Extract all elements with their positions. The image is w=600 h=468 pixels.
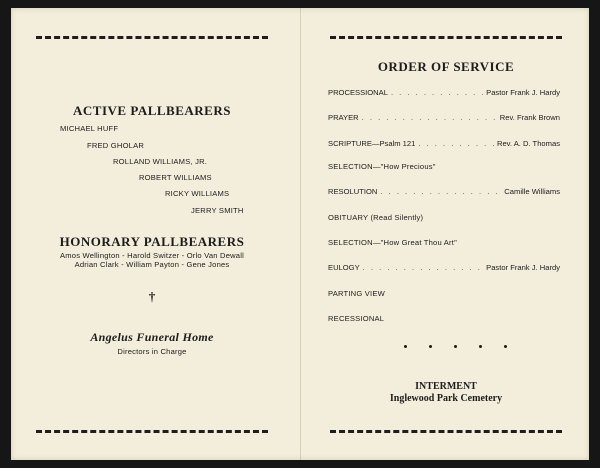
service-item-person: Rev. Frank Brown [499, 113, 560, 122]
interment-place: Inglewood Park Cemetery [389, 393, 503, 404]
service-item-prayer [328, 113, 560, 122]
service-item-label: SCRIPTURE—Psalm 121 [328, 139, 416, 148]
service-item-person: Camille Williams [504, 187, 560, 196]
dot [479, 345, 482, 348]
dot [404, 345, 407, 348]
leader-dots [418, 139, 494, 148]
active-pallbearers-title: ACTIVE PALLBEARERS [73, 103, 231, 118]
service-item-label: PROCESSIONAL [328, 88, 388, 97]
service-item-person: Pastor Frank J. Hardy [486, 88, 560, 97]
funeral-home-name: Angelus Funeral Home [90, 330, 214, 344]
service-item-selection-2: SELECTION—"How Great Thou Art" [328, 238, 457, 247]
service-item-obituary: OBITUARY (Read Silently) [328, 213, 424, 222]
ornament-dots [404, 345, 507, 348]
center-fold [300, 8, 301, 460]
leader-dots [363, 263, 483, 272]
service-item-eulogy [328, 263, 560, 272]
interment-title: INTERMENT [415, 381, 477, 392]
top-left-rule [36, 36, 268, 39]
top-right-rule [330, 36, 562, 39]
pallbearer-name: MICHAEL HUFF [60, 124, 119, 133]
dot [454, 345, 457, 348]
dot [504, 345, 507, 348]
service-item-label: EULOGY [328, 263, 360, 272]
service-item-resolution [328, 187, 560, 196]
honorary-names-line2: Adrian Clark - William Payton - Gene Jones [74, 260, 230, 269]
service-item-parting-view: PARTING VIEW [328, 289, 385, 298]
pallbearer-name: JERRY SMITH [191, 206, 244, 215]
leader-dots [391, 88, 483, 97]
service-item-processional [328, 88, 560, 97]
service-item-scripture [328, 139, 560, 148]
pallbearer-name: ROBERT WILLIAMS [139, 173, 212, 182]
order-of-service-title: ORDER OF SERVICE [377, 59, 515, 74]
service-item-selection-1: SELECTION—"How Precious" [328, 162, 436, 171]
bottom-right-rule [330, 430, 562, 433]
pallbearer-name: FRED GHOLAR [87, 141, 145, 150]
dot [429, 345, 432, 348]
service-item-recessional: RECESSIONAL [328, 314, 385, 323]
service-item-label: RESOLUTION [328, 187, 378, 196]
honorary-names-line1: Amos Wellington - Harold Switzer - Orlo Van Dewall [59, 251, 244, 260]
honorary-pallbearers-title: HONORARY PALLBEARERS [59, 234, 245, 249]
pallbearer-name: ROLLAND WILLIAMS, JR. [113, 157, 208, 166]
cross-icon: † [148, 289, 156, 304]
leader-dots [380, 187, 501, 196]
funeral-home-subtitle: Directors in Charge [117, 347, 187, 356]
bottom-left-rule [36, 430, 268, 433]
leader-dots [362, 113, 497, 122]
pallbearer-name: RICKY WILLIAMS [165, 189, 230, 198]
service-item-person: Rev. A. D. Thomas [496, 139, 560, 148]
service-item-label: PRAYER [328, 113, 359, 122]
service-item-person: Pastor Frank J. Hardy [486, 263, 560, 272]
